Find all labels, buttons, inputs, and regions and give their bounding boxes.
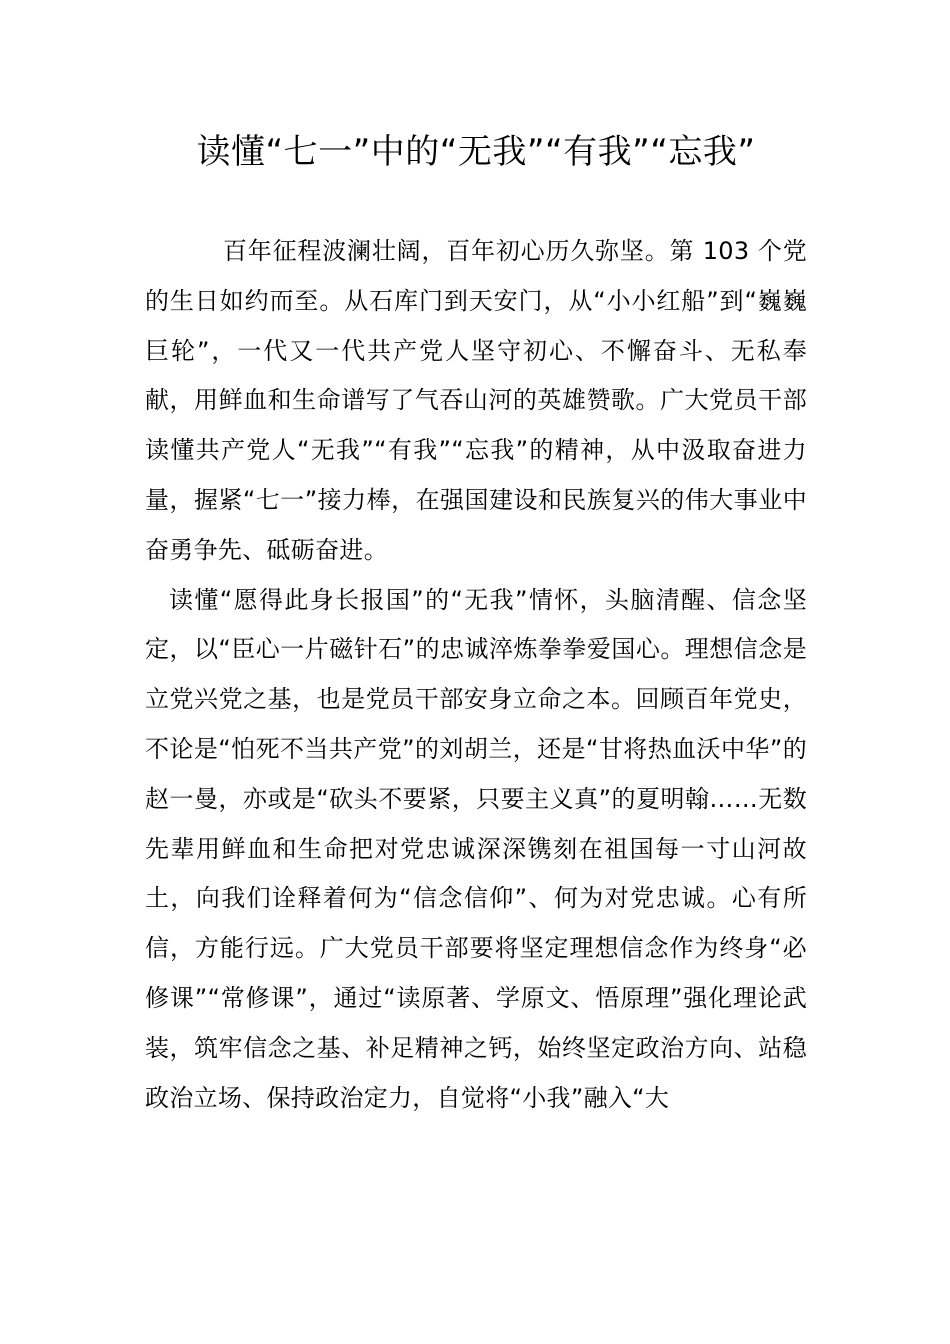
paragraph-wuwo: 读懂“愿得此身长报国”的“无我”情怀，头脑清醒、信念坚定，以“臣心一片磁针石”的忠诚淬炼拳拳爱国心。理想信念是立党兴党之基，也是党员干部安身立命之本。回顾百年党史，不论是“怕死不当共产党”的刘胡兰，还是“甘将热血沃中华”的赵一曼，亦或是“砍头不要紧，只要主义真”的夏明翰……无数先辈用鲜血和生命把对党忠诚深深镌刻在祖国每一寸山河故土，向我们诠释着何为“信念信仰”、何为对党忠诚。心有所信，方能行远。广大党员干部要将坚定理想信念作为终身“必修课”“常修课”，通过“读原著、学原文、悟原理”强化理论武装，筑牢信念之基、补足精神之钙，始终坚定政治方向、站稳政治立场、保持政治定力，自觉将“小我”融入“大 (145, 585, 807, 1112)
document-title: 读懂“七一”中的“无我”“有我”“忘我” (196, 132, 756, 172)
paragraph-intro: 百年征程波澜壮阔，百年初心历久弥坚。第 103 个党的生日如约而至。从石库门到天安门，从“小小红船”到“巍巍巨轮”，一代又一代共产党人坚守初心、不懈奋斗、无私奉献，用鲜血和生命谱写了气吞山河的英雄赞歌。广大党员干部读懂共产党人“无我”“有我”“忘我”的精神，从中汲取奋进力量，握紧“七一”接力棒，在强国建设和民族复兴的伟大事业中奋勇争先、砥砺奋进。 (145, 237, 807, 564)
document-body (145, 227, 807, 1123)
